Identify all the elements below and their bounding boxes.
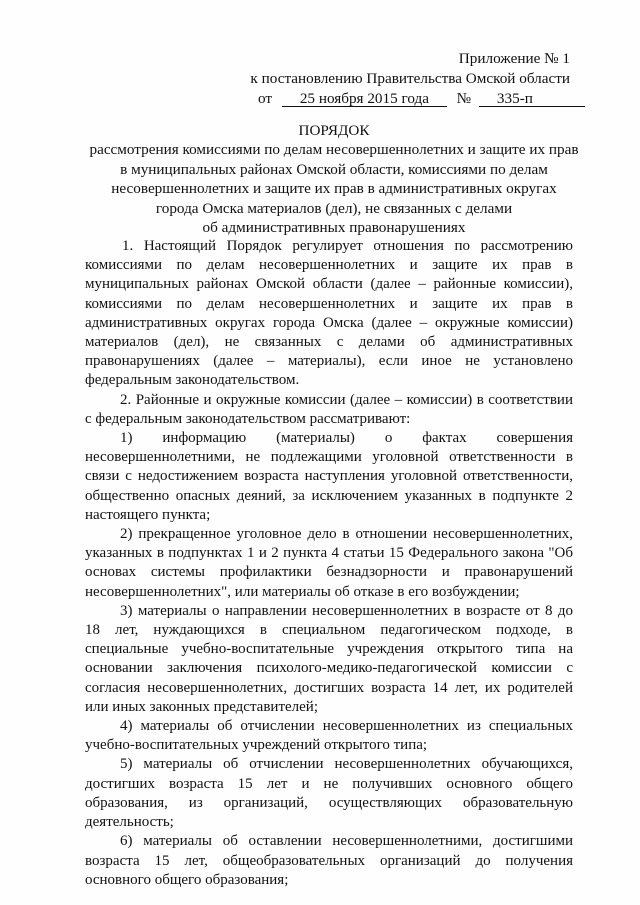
paragraph-2: 2. Районные и окружные комиссии (далее – комиссии) в соответствии с федеральным законодательством рассматривают: (85, 391, 573, 427)
subparagraph-3: 3) материалы о направлении несовершеннолетних в возрасте от 8 до 18 лет, нуждающихся в специальном педагогическом подходе, в специальные учебно-воспитательные учреждения открытого типа на основании заключения психолого-медико-педагогической комиссии с согласия несовершеннолетних, достигших возраста 14 лет, их родителей или иных законных представителей; (85, 602, 573, 715)
subparagraph-4: 4) материалы об отчислении несовершеннолетних из специальных учебно-воспитательных учреждений открытого типа; (85, 718, 573, 754)
title-line: в муниципальных районах Омской области, комиссиями по делам (120, 160, 548, 178)
document-body (85, 237, 573, 890)
title-line: рассмотрения комиссиями по делам несовершеннолетних и защите их прав (89, 141, 579, 159)
resolution-date-line (258, 90, 574, 107)
title-line: несовершеннолетних и защите их прав в административных округах (111, 180, 557, 198)
resolution-date: 25 ноября 2015 года (282, 91, 447, 107)
date-prefix: от (258, 90, 273, 107)
resolution-number: 335-п (479, 91, 585, 107)
title-line: об административных правонарушениях (202, 219, 466, 237)
paragraph-1: 1. Настоящий Порядок регулирует отношения по рассмотрению комиссиями по делам несовершеннолетних и защите их прав в муниципальных районах Омской области (далее – районные комиссии), комиссиями по делам несовершеннолетних и защите их прав в административных округах города Омска (далее – окружные комиссии) материалов (дел), не связанных с делами об административных правонарушениях (далее – материалы), если иное не установлено федеральным законодательством. (85, 238, 573, 389)
appendix-label: Приложение № 1 (458, 50, 570, 67)
document-title (84, 121, 584, 237)
subparagraph-1: 1) информацию (материалы) о фактах совершения несовершеннолетними, не подлежащими уголовной ответственности в связи с недостижением возраста наступления уголовной ответственности, общественно опасных деяний, за исключением указанных в подпункте 2 настоящего пункта; (85, 430, 573, 523)
number-sign: № (456, 90, 472, 107)
title-line: города Омска материалов (дел), не связанных с делами (155, 199, 513, 217)
subparagraph-2: 2) прекращенное уголовное дело в отношении несовершеннолетних, указанных в подпунктах 1 и 2 пункта 4 статьи 15 Федерального закона "Об основах системы профилактики безнадзорности и правонарушений несовершеннолетних", или материалы об отказе в его возбуждении; (85, 526, 573, 600)
title-heading: ПОРЯДОК (298, 122, 370, 139)
subparagraph-5: 5) материалы об отчислении несовершеннолетних обучающихся, достигших возраста 15 лет и не получивших основного общего образования, из организаций, осуществляющих образовательную деятельность; (85, 756, 573, 831)
subparagraph-6: 6) материалы об оставлении несовершеннолетними, достигшими возраста 15 лет, общеобразовательных организаций до получения основного общего образования; (85, 833, 573, 888)
resolution-reference: к постановлению Правительства Омской области (250, 70, 570, 87)
